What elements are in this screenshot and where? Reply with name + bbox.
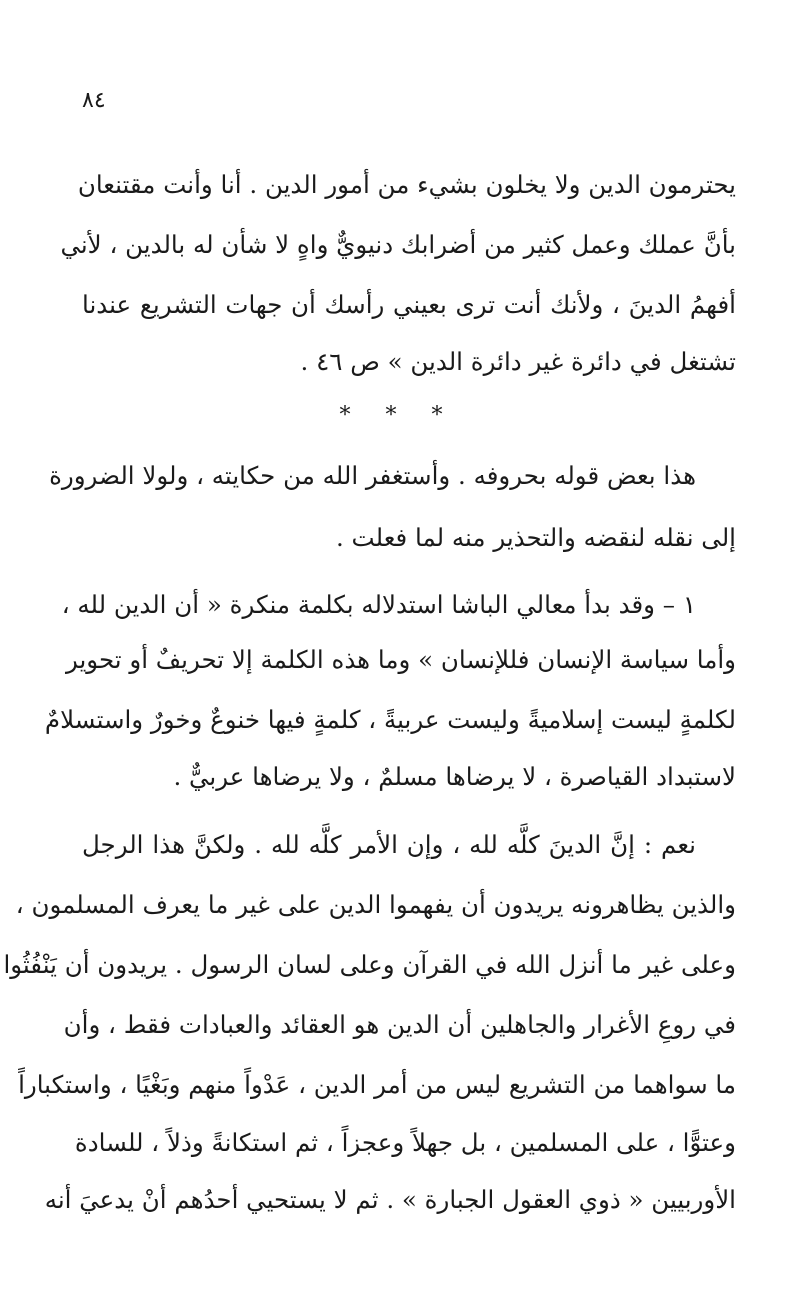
text-line: والذين يظاهرونه يريدون أن يفهموا الدين على غير ما يعرف المسلمون ، (15, 890, 736, 919)
page-number: ٨٤ (82, 88, 106, 113)
text-line: لكلمةٍ ليست إسلاميةً وليست عربيةً ، كلمةٍ فيها خنوعٌ وخورٌ واستسلامٌ (44, 705, 736, 734)
text-line: وأما سياسة الإنسان فللإنسان » وما هذه الكلمة إلا تحريفٌ أو تحوير (65, 645, 736, 674)
text-line: أفهمُ الدينَ ، ولأنك أنت ترى بعيني رأسك أن جهات التشريع عندنا (82, 290, 736, 319)
text-line: لاستبداد القياصرة ، لا يرضاها مسلمٌ ، ولا يرضاها عربيٌّ . (173, 762, 736, 791)
text-line: هذا بعض قوله بحروفه . وأستغفر الله من حكايته ، ولولا الضرورة (49, 461, 696, 490)
text-line: في روعِ الأغرار والجاهلين أن الدين هو العقائد والعبادات فقط ، وأن (63, 1010, 736, 1039)
text-line: وعتوًّا ، على المسلمين ، بل جهلاً وعجزاً ، ثم استكانةً وذلاً ، للسادة (74, 1128, 736, 1157)
text-line: نعم : إنَّ الدينَ كلَّه لله ، وإن الأمر كلَّه لله . ولكنَّ هذا الرجل (82, 830, 696, 859)
text-line: تشتغل في دائرة غير دائرة الدين » ص ٤٦ . (300, 347, 736, 376)
text-line: بأنَّ عملك وعمل كثير من أضرابك دنيويٌّ واهٍ لا شأن له بالدين ، لأني (60, 230, 736, 259)
text-line: إلى نقله لنقضه والتحذير منه لما فعلت . (335, 523, 736, 552)
text-line: ١ – وقد بدأ معالي الباشا استدلاله بكلمة منكرة « أن الدين لله ، (61, 590, 696, 619)
text-line: وعلى غير ما أنزل الله في القرآن وعلى لسان الرسول . يريدون أن يَنْفُثُوا (3, 950, 736, 979)
section-separator: * * * (339, 403, 457, 428)
text-line: يحترمون الدين ولا يخلون بشيء من أمور الدين . أنا وأنت مقتنعان (77, 170, 736, 199)
text-line: الأوربيين « ذوي العقول الجبارة » . ثم لا يستحيي أحدُهم أنْ يدعيَ أنه (44, 1185, 736, 1214)
text-line: ما سواهما من التشريع ليس من أمر الدين ، عَدْواً منهم وبَغْيًا ، واستكباراً (18, 1070, 736, 1099)
